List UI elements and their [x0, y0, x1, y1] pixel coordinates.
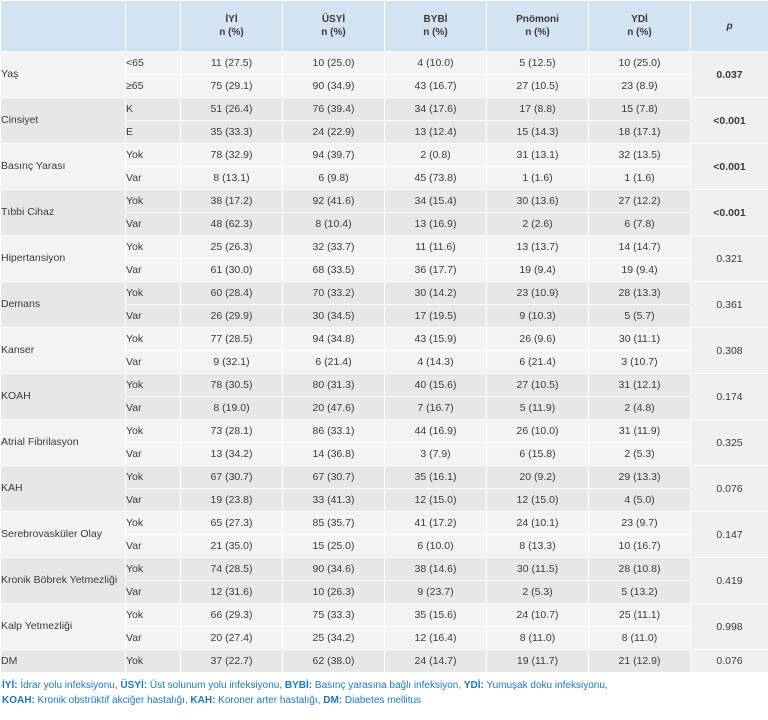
cell-value: 75 (33.3)	[283, 604, 385, 627]
cell-value: 86 (33.1)	[283, 420, 385, 443]
cell-value: 8 (11.0)	[487, 627, 589, 650]
column-header-0	[181, 1, 283, 52]
row-label: Tıbbi Cihaz	[1, 190, 126, 236]
row-label: Basınç Yarası	[1, 144, 126, 190]
cell-value: 5 (11.9)	[487, 397, 589, 420]
row-group	[1, 466, 768, 512]
row-sublabel: Yok	[126, 236, 181, 259]
cell-value: 24 (22.9)	[283, 121, 385, 144]
cell-value: 13 (16.9)	[385, 213, 487, 236]
cell-value: 48 (62.3)	[181, 213, 283, 236]
row-sublabel: Var	[126, 305, 181, 328]
cell-value: 30 (11.1)	[589, 328, 691, 351]
cell-value: 15 (25.0)	[283, 535, 385, 558]
p-value: 0.147	[691, 512, 768, 558]
row-sublabel: Yok	[126, 328, 181, 351]
cell-value: 6 (21.4)	[283, 351, 385, 374]
row-group	[1, 512, 768, 558]
table-row	[1, 420, 768, 443]
cell-value: 10 (16.7)	[589, 535, 691, 558]
row-sublabel: ≥65	[126, 75, 181, 98]
cell-value: 3 (10.7)	[589, 351, 691, 374]
cell-value: 2 (4.8)	[589, 397, 691, 420]
row-label: Atrial Fibrilasyon	[1, 420, 126, 466]
column-unit: n (%)	[627, 27, 652, 38]
cell-value: 5 (13.2)	[589, 581, 691, 604]
row-sublabel: Var	[126, 489, 181, 512]
table-row	[1, 650, 768, 673]
cell-value: 20 (27.4)	[181, 627, 283, 650]
column-header-2	[385, 1, 487, 52]
footnote-abbr: BYBİ:	[284, 680, 313, 691]
cell-value: 41 (17.2)	[385, 512, 487, 535]
cell-value: 11 (27.5)	[181, 52, 283, 75]
cell-value: 19 (23.8)	[181, 489, 283, 512]
cell-value: 67 (30.7)	[283, 466, 385, 489]
row-sublabel: Var	[126, 581, 181, 604]
cell-value: 73 (28.1)	[181, 420, 283, 443]
cell-value: 80 (31.3)	[283, 374, 385, 397]
column-unit: n (%)	[321, 27, 346, 38]
cell-value: 26 (10.0)	[487, 420, 589, 443]
cell-value: 34 (17.6)	[385, 98, 487, 121]
p-value: <0.001	[691, 190, 768, 236]
cell-value: 15 (14.3)	[487, 121, 589, 144]
row-sublabel: Yok	[126, 512, 181, 535]
row-label: KAH	[1, 466, 126, 512]
row-sublabel: Yok	[126, 466, 181, 489]
column-name: YDİ	[631, 14, 648, 25]
row-sublabel: Yok	[126, 604, 181, 627]
cell-value: 11 (11.6)	[385, 236, 487, 259]
cell-value: 9 (32.1)	[181, 351, 283, 374]
footnote-desc: Diabetes mellitus	[342, 694, 422, 706]
footnote-line-2	[2, 694, 766, 709]
column-name: ÜSYİ	[321, 14, 346, 25]
row-group	[1, 144, 768, 190]
row-label: Yaş	[1, 52, 126, 98]
cell-value: 12 (16.4)	[385, 627, 487, 650]
cell-value: 94 (34.8)	[283, 328, 385, 351]
cell-value: 27 (12.2)	[589, 190, 691, 213]
row-label: Kanser	[1, 328, 126, 374]
cell-value: 4 (10.0)	[385, 52, 487, 75]
table-row	[1, 144, 768, 167]
cell-value: 14 (36.8)	[283, 443, 385, 466]
cell-value: 10 (25.0)	[283, 52, 385, 75]
row-group	[1, 328, 768, 374]
cell-value: 1 (1.6)	[487, 167, 589, 190]
row-sublabel: K	[126, 98, 181, 121]
cell-value: 8 (13.3)	[487, 535, 589, 558]
cell-value: 29 (13.3)	[589, 466, 691, 489]
cell-value: 30 (14.2)	[385, 282, 487, 305]
row-label: Kalp Yetmezliği	[1, 604, 126, 650]
cell-value: 28 (10.8)	[589, 558, 691, 581]
cell-value: 2 (5.3)	[589, 443, 691, 466]
cell-value: 30 (34.5)	[283, 305, 385, 328]
cell-value: 35 (33.3)	[181, 121, 283, 144]
table-row	[1, 558, 768, 581]
header-empty-cell	[1, 1, 126, 52]
cell-value: 78 (30.5)	[181, 374, 283, 397]
row-label: KOAH	[1, 374, 126, 420]
cell-value: 36 (17.7)	[385, 259, 487, 282]
row-label: Demans	[1, 282, 126, 328]
footnote-desc: Üst solunum yolu infeksiyonu,	[147, 680, 285, 691]
row-sublabel: Yok	[126, 374, 181, 397]
cell-value: 32 (13.5)	[589, 144, 691, 167]
table-row	[1, 604, 768, 627]
row-sublabel: E	[126, 121, 181, 144]
p-value: 0.419	[691, 558, 768, 604]
footnote	[0, 673, 768, 708]
cell-value: 17 (8.8)	[487, 98, 589, 121]
row-sublabel: <65	[126, 52, 181, 75]
column-name: İYİ	[225, 14, 238, 25]
row-group	[1, 190, 768, 236]
cell-value: 4 (14.3)	[385, 351, 487, 374]
footnote-desc: Koroner arter hastalığı,	[215, 694, 324, 706]
cell-value: 6 (7.8)	[589, 213, 691, 236]
cell-value: 13 (12.4)	[385, 121, 487, 144]
cell-value: 85 (35.7)	[283, 512, 385, 535]
cell-value: 10 (26.3)	[283, 581, 385, 604]
cell-value: 21 (12.9)	[589, 650, 691, 673]
cell-value: 44 (16.9)	[385, 420, 487, 443]
cell-value: 23 (8.9)	[589, 75, 691, 98]
p-value: <0.001	[691, 144, 768, 190]
footnote-abbr: ÜSYİ:	[120, 680, 148, 691]
footnote-line-1	[2, 679, 766, 694]
column-header-1	[283, 1, 385, 52]
cell-value: 74 (28.5)	[181, 558, 283, 581]
cell-value: 13 (13.7)	[487, 236, 589, 259]
cell-value: 25 (11.1)	[589, 604, 691, 627]
row-sublabel: Yok	[126, 144, 181, 167]
cell-value: 4 (5.0)	[589, 489, 691, 512]
row-sublabel: Var	[126, 397, 181, 420]
column-unit: n (%)	[219, 27, 244, 38]
table-header	[1, 1, 768, 52]
cell-value: 65 (27.3)	[181, 512, 283, 535]
cell-value: 62 (38.0)	[283, 650, 385, 673]
cell-value: 28 (13.3)	[589, 282, 691, 305]
p-value: 0.325	[691, 420, 768, 466]
cell-value: 12 (15.0)	[487, 489, 589, 512]
column-header-3	[487, 1, 589, 52]
row-sublabel: Var	[126, 213, 181, 236]
row-sublabel: Var	[126, 627, 181, 650]
table-row	[1, 282, 768, 305]
cell-value: 38 (14.6)	[385, 558, 487, 581]
column-header-4	[589, 1, 691, 52]
cell-value: 8 (10.4)	[283, 213, 385, 236]
header-empty-cell	[126, 1, 181, 52]
column-unit: n (%)	[525, 27, 550, 38]
cell-value: 3 (7.9)	[385, 443, 487, 466]
row-group	[1, 282, 768, 328]
column-unit: n (%)	[423, 27, 448, 38]
footnote-abbr: KAH:	[190, 694, 216, 706]
cell-value: 25 (26.3)	[181, 236, 283, 259]
cell-value: 2 (5.3)	[487, 581, 589, 604]
cell-value: 6 (21.4)	[487, 351, 589, 374]
row-group	[1, 420, 768, 466]
footnote-desc: İdrar yolu infeksiyonu,	[17, 680, 121, 691]
cell-value: 10 (25.0)	[589, 52, 691, 75]
cell-value: 30 (13.6)	[487, 190, 589, 213]
cell-value: 67 (30.7)	[181, 466, 283, 489]
cell-value: 66 (29.3)	[181, 604, 283, 627]
table-row	[1, 374, 768, 397]
cell-value: 40 (15.6)	[385, 374, 487, 397]
row-sublabel: Var	[126, 351, 181, 374]
column-name: BYBİ	[423, 14, 448, 25]
row-sublabel: Var	[126, 167, 181, 190]
cell-value: 9 (10.3)	[487, 305, 589, 328]
cell-value: 23 (9.7)	[589, 512, 691, 535]
table-row	[1, 236, 768, 259]
row-sublabel: Var	[126, 535, 181, 558]
footnote-desc: Basınç yarasına bağlı infeksiyon,	[312, 680, 464, 691]
cell-value: 8 (13.1)	[181, 167, 283, 190]
row-sublabel: Var	[126, 443, 181, 466]
row-group	[1, 98, 768, 144]
cell-value: 94 (39.7)	[283, 144, 385, 167]
row-group	[1, 604, 768, 650]
cell-value: 35 (15.6)	[385, 604, 487, 627]
cell-value: 19 (9.4)	[589, 259, 691, 282]
cell-value: 33 (41.3)	[283, 489, 385, 512]
cell-value: 31 (11.9)	[589, 420, 691, 443]
row-label: Kronik Böbrek Yetmezliği	[1, 558, 126, 604]
cell-value: 26 (29.9)	[181, 305, 283, 328]
cell-value: 68 (33.5)	[283, 259, 385, 282]
cell-value: 77 (28.5)	[181, 328, 283, 351]
footnote-abbr: KOAH:	[2, 694, 35, 706]
cell-value: 5 (5.7)	[589, 305, 691, 328]
p-value: 0.076	[691, 650, 768, 673]
footnote-abbr: YDİ:	[463, 680, 484, 691]
cell-value: 27 (10.5)	[487, 374, 589, 397]
cell-value: 27 (10.5)	[487, 75, 589, 98]
cell-value: 8 (11.0)	[589, 627, 691, 650]
cell-value: 5 (12.5)	[487, 52, 589, 75]
p-value: 0.308	[691, 328, 768, 374]
cell-value: 12 (15.0)	[385, 489, 487, 512]
table-row	[1, 512, 768, 535]
p-value: 0.998	[691, 604, 768, 650]
cell-value: 51 (26.4)	[181, 98, 283, 121]
column-name: Pnömoni	[516, 14, 559, 25]
cell-value: 19 (11.7)	[487, 650, 589, 673]
p-value: 0.321	[691, 236, 768, 282]
cell-value: 31 (13.1)	[487, 144, 589, 167]
cell-value: 6 (15.8)	[487, 443, 589, 466]
footnote-desc: Kronik obstrüktif akciğer hastalığı,	[34, 694, 191, 706]
cell-value: 6 (10.0)	[385, 535, 487, 558]
table-row	[1, 190, 768, 213]
cell-value: 17 (19.5)	[385, 305, 487, 328]
cell-value: 30 (11.5)	[487, 558, 589, 581]
p-value: 0.361	[691, 282, 768, 328]
cell-value: 25 (34.2)	[283, 627, 385, 650]
cell-value: 6 (9.8)	[283, 167, 385, 190]
cell-value: 76 (39.4)	[283, 98, 385, 121]
table-row	[1, 98, 768, 121]
cell-value: 35 (16.1)	[385, 466, 487, 489]
cell-value: 90 (34.6)	[283, 558, 385, 581]
table-row	[1, 52, 768, 75]
cell-value: 14 (14.7)	[589, 236, 691, 259]
cell-value: 20 (9.2)	[487, 466, 589, 489]
row-group	[1, 236, 768, 282]
cell-value: 70 (33.2)	[283, 282, 385, 305]
row-group	[1, 374, 768, 420]
row-sublabel: Yok	[126, 650, 181, 673]
cell-value: 38 (17.2)	[181, 190, 283, 213]
row-label: Serebrovasküler Olay	[1, 512, 126, 558]
p-value: 0.076	[691, 466, 768, 512]
cell-value: 19 (9.4)	[487, 259, 589, 282]
cell-value: 60 (28.4)	[181, 282, 283, 305]
row-sublabel: Yok	[126, 282, 181, 305]
cell-value: 12 (31.6)	[181, 581, 283, 604]
cell-value: 43 (16.7)	[385, 75, 487, 98]
cell-value: 7 (16.7)	[385, 397, 487, 420]
cell-value: 9 (23.7)	[385, 581, 487, 604]
cell-value: 13 (34.2)	[181, 443, 283, 466]
table-row	[1, 466, 768, 489]
cell-value: 45 (73.8)	[385, 167, 487, 190]
cell-value: 32 (33.7)	[283, 236, 385, 259]
row-sublabel: Var	[126, 259, 181, 282]
cell-value: 75 (29.1)	[181, 75, 283, 98]
row-sublabel: Yok	[126, 420, 181, 443]
row-label: DM	[1, 650, 126, 673]
cell-value: 2 (0.8)	[385, 144, 487, 167]
row-sublabel: Yok	[126, 190, 181, 213]
cell-value: 43 (15.9)	[385, 328, 487, 351]
footnote-desc: Yumuşak doku infeksiyonu,	[483, 680, 608, 691]
cell-value: 90 (34.9)	[283, 75, 385, 98]
cell-value: 23 (10.9)	[487, 282, 589, 305]
cell-value: 24 (10.7)	[487, 604, 589, 627]
cell-value: 92 (41.6)	[283, 190, 385, 213]
p-value: 0.037	[691, 52, 768, 98]
cell-value: 1 (1.6)	[589, 167, 691, 190]
cell-value: 21 (35.0)	[181, 535, 283, 558]
table-row	[1, 328, 768, 351]
row-group	[1, 52, 768, 98]
cell-value: 20 (47.6)	[283, 397, 385, 420]
cell-value: 37 (22.7)	[181, 650, 283, 673]
p-value: <0.001	[691, 98, 768, 144]
row-group	[1, 650, 768, 673]
cell-value: 24 (10.1)	[487, 512, 589, 535]
footnote-abbr: DM:	[323, 694, 343, 706]
cell-value: 15 (7.8)	[589, 98, 691, 121]
row-label: Hipertansiyon	[1, 236, 126, 282]
cell-value: 31 (12.1)	[589, 374, 691, 397]
footnote-abbr: İYİ:	[2, 680, 18, 691]
column-header-p: p	[691, 1, 768, 52]
row-sublabel: Yok	[126, 558, 181, 581]
cell-value: 2 (2.6)	[487, 213, 589, 236]
cell-value: 8 (19.0)	[181, 397, 283, 420]
row-group	[1, 558, 768, 604]
cell-value: 61 (30.0)	[181, 259, 283, 282]
cell-value: 24 (14.7)	[385, 650, 487, 673]
cell-value: 18 (17.1)	[589, 121, 691, 144]
row-label: Cinsiyet	[1, 98, 126, 144]
cell-value: 26 (9.6)	[487, 328, 589, 351]
cell-value: 78 (32.9)	[181, 144, 283, 167]
p-value: 0.174	[691, 374, 768, 420]
cell-value: 34 (15.4)	[385, 190, 487, 213]
